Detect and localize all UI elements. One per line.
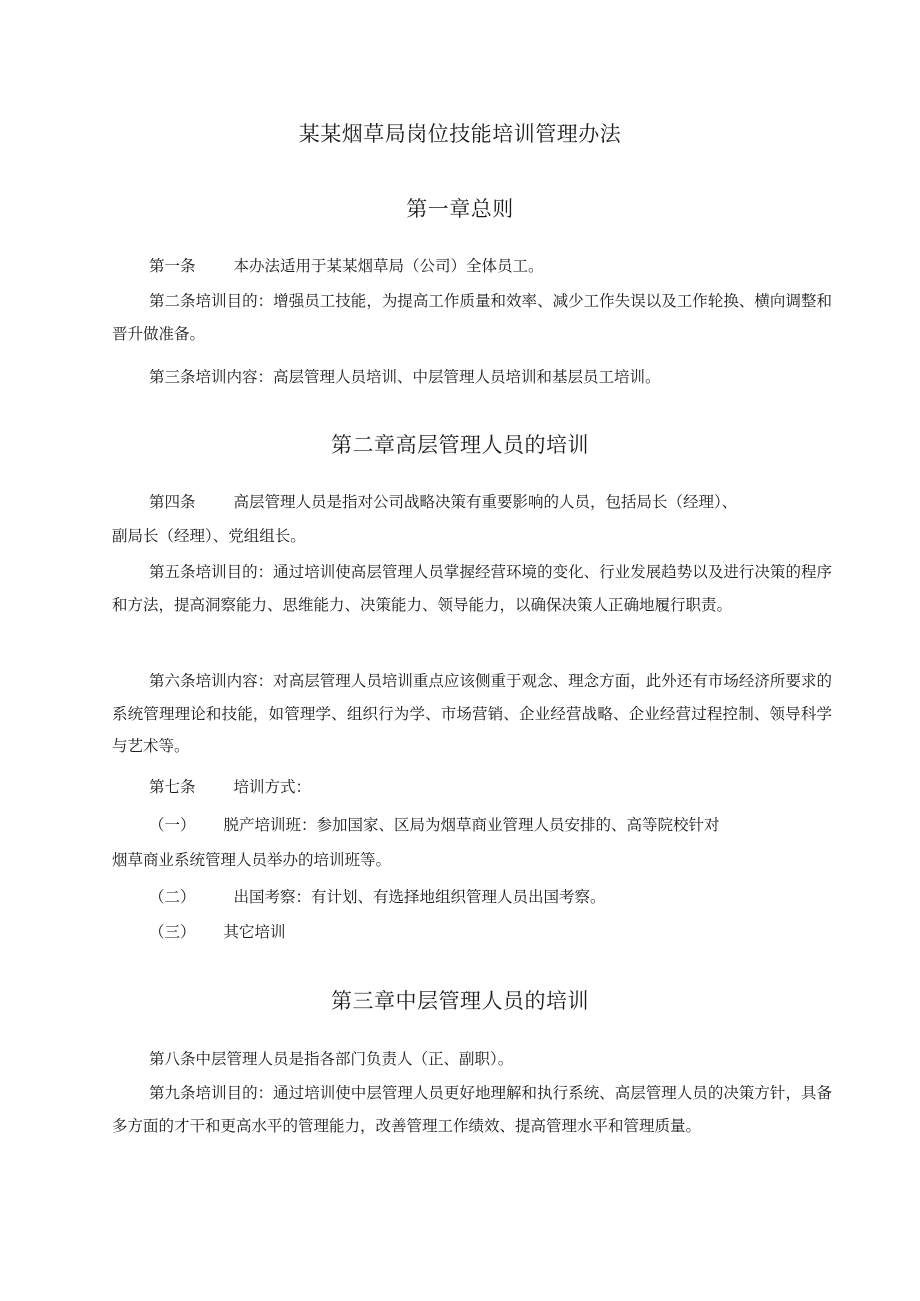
article-1-label: 第一条: [149, 257, 196, 275]
article-7: [149, 775, 311, 799]
document-title: 某某烟草局岗位技能培训管理办法: [298, 122, 622, 146]
article-7-label: 第七条: [149, 778, 196, 796]
chapter-3-heading: 第三章中层管理人员的培训: [331, 989, 589, 1013]
article-1: [149, 254, 544, 278]
article-3: 第三条培训内容：高层管理人员培训、中层管理人员培训和基层员工培训。: [149, 368, 661, 386]
item-1-text: 脱产培训班：参加国家、区局为烟草商业管理人员安排的、高等院校针对: [223, 816, 720, 834]
chapter-1-heading: 第一章总则: [406, 197, 514, 221]
item-2-label: （二）: [149, 888, 196, 906]
item-2: [149, 885, 606, 909]
article-5: 第五条培训目的：通过培训使高层管理人员掌握经营环境的变化、行业发展趋势以及进行决策的程序和方法，提高洞察能力、思维能力、决策能力、领导能力，以确保决策人正确地履行职责。: [112, 563, 832, 614]
article-4-text: 高层管理人员是指对公司战略决策有重要影响的人员，包括局长（经理）、: [233, 493, 738, 511]
item-1-line-1: [149, 813, 720, 837]
item-1-line-2: 烟草商业系统管理人员举办的培训班等。: [112, 851, 392, 869]
item-3-label: （三）: [149, 923, 196, 941]
article-4-label: 第四条: [149, 493, 196, 511]
article-6: 第六条培训内容：对高层管理人员培训重点应该侧重于观念、理念方面，此外还有市场经济所要求的系统管理理论和技能，如管理学、组织行为学、市场营销、企业经营战略、企业经营过程控制、领导科学与艺术等。: [112, 672, 832, 755]
item-3-text: 其它培训: [223, 923, 286, 941]
article-4-line-2: 副局长（经理）、党组组长。: [112, 527, 306, 545]
article-8: 第八条中层管理人员是指各部门负责人（正、副职）。: [149, 1050, 514, 1068]
article-7-text: 培训方式：: [233, 778, 312, 796]
item-3: [149, 920, 286, 944]
chapter-2-heading: 第二章高层管理人员的培训: [331, 433, 589, 457]
article-4-line-1: [149, 490, 737, 514]
item-1-label: （一）: [149, 816, 196, 834]
item-2-text: 出国考察：有计划、有选择地组织管理人员出国考察。: [233, 888, 606, 906]
article-2: 第二条培训目的：增强员工技能，为提高工作质量和效率、减少工作失误以及工作轮换、横向调整和晋升做准备。: [112, 292, 832, 343]
article-1-text: 本办法适用于某某烟草局（公司）全体员工。: [233, 257, 544, 275]
article-9: 第九条培训目的：通过培训使中层管理人员更好地理解和执行系统、高层管理人员的决策方针，具备多方面的才干和更高水平的管理能力，改善管理工作绩效、提高管理水平和管理质量。: [112, 1084, 832, 1135]
